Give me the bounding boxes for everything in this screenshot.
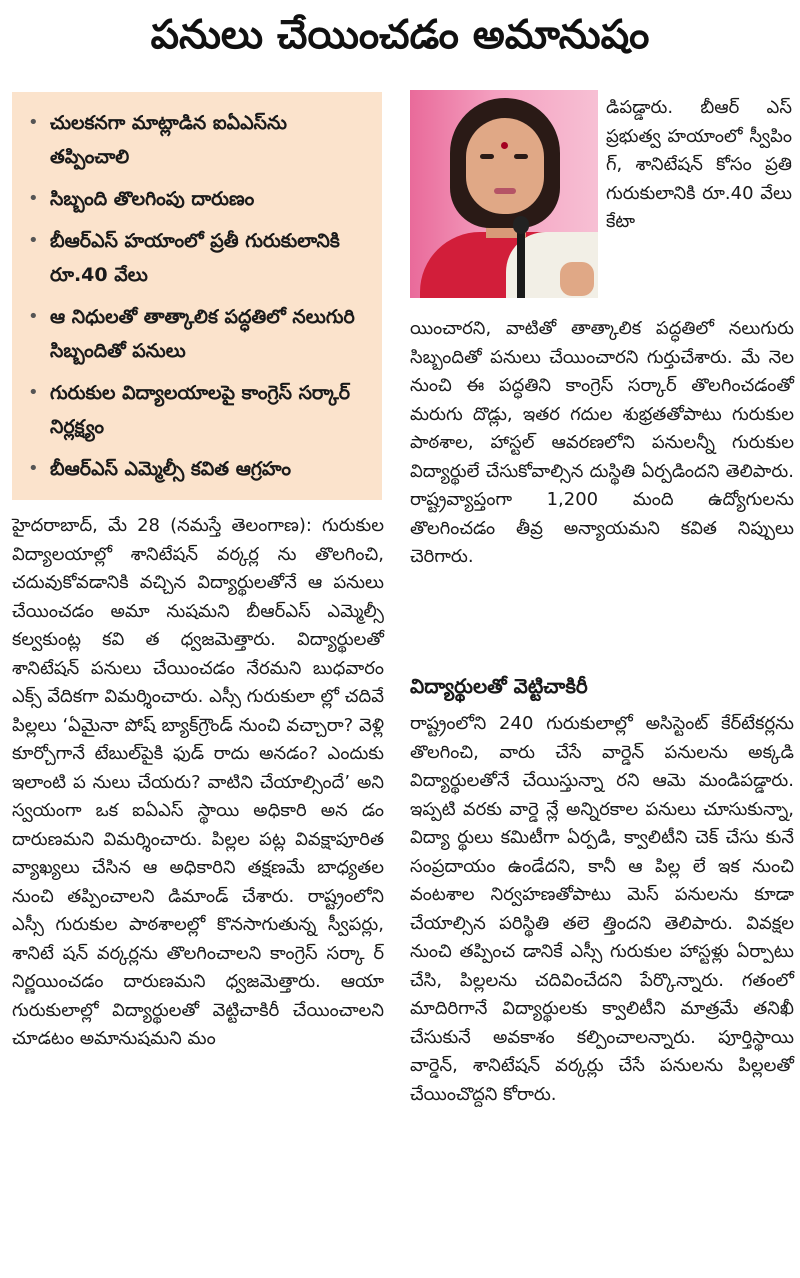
article-right-column	[410, 315, 794, 572]
highlights-box	[12, 92, 382, 500]
article-right-bottom	[410, 710, 794, 1109]
microphone-head-shape	[513, 216, 529, 234]
bullet-icon: •	[28, 188, 39, 209]
headline: పనులు చేయించడం అమానుషం	[150, 12, 650, 58]
article-paragraph: హైదరాబాద్, మే 28 (నమస్తే తెలంగాణ): గురుకుల విద్యాలయాల్లో శానిటేషన్ వర్కర్ల ను తొలగించి, చదువుకోవడానికి వచ్చిన విద్యార్థులతోనే ఆ పనులు చేయించడం అమా నుషమని బీఆర్‌ఎస్ ఎమ్మెల్సీ కల్వకుంట్ల కవి త ధ్వజమెత్తారు. విద్యార్థులతో శానిటేషన్ పనులు చేయించడం నేరమని బుధవారం ఎక్స్ వేదికగా విమర్శించారు. ఎస్సీ గురుకులా ల్లో చదివే పిల్లలు ‘ఏమైనా పోష్ బ్యాక్‌గ్రౌండ్ నుంచి వచ్చారా? వెళ్లి కూర్చోగానే టేబుల్‌పైకి ఫుడ్ రాదు అనడం? ఎందుకు ఇలాంటి ప నులు చేయరు? వాటిని చేయాల్సిందే’ అని స్వయంగా ఒక ఐఏఎస్ స్థాయి అధికారి అన డం దారుణమని విమర్శించారు. పిల్లల పట్ల వివక్షాపూరిత వ్యాఖ్యలు చేసిన ఆ అధికారిని తక్షణమే బాధ్యతల నుంచి తప్పించాలని డిమాండ్ చేశారు. రాష్ట్రంలోని ఎస్సీ గురుకుల పాఠశాలల్లో కొనసాగుతున్న స్వీపర్లు, శానిటే షన్ వర్కర్లను తొలగించాలని కాంగ్రెస్ సర్కా ర్ నిర్ణయించడం దారుణమని ధ్వజమెత్తారు. ఆయా గురుకులాల్లో విద్యార్థులతో వెట్టిచాకిరీ చేయించాలని చూడటం అమానుషమని మం	[12, 515, 384, 1049]
highlight-item	[28, 106, 370, 174]
bullet-icon: •	[28, 112, 39, 133]
photo-eye-shape	[514, 154, 528, 159]
highlight-item	[28, 182, 370, 216]
photo-eye-shape	[480, 154, 494, 159]
photo-mouth-shape	[494, 188, 516, 194]
bullet-icon: •	[28, 382, 39, 403]
article-left-column	[12, 512, 384, 1054]
highlight-text: బీఆర్‌ఎస్ హయాంలో ప్రతీ గురుకులానికి రూ.40 వేలు	[50, 230, 340, 286]
article-subheading: విద్యార్థులతో వెట్టిచాకిరీ	[410, 674, 588, 698]
article-paragraph: యించారని, వాటితో తాత్కాలిక పద్ధతిలో నలుగురు సిబ్బందితో పనులు చేయించారని గుర్తుచేశారు. మే నెల నుంచి ఈ పద్ధతిని కాంగ్రెస్ సర్కార్ తొలగించడంతో మరుగు దొడ్లు, ఇతర గదుల శుభ్రతతోపాటు గురుకుల పాఠశాల, హాస్టల్ ఆవరణలోని పనులన్నీ గురుకుల విద్యార్థులే చేసుకోవాల్సిన దుస్థితి ఏర్పడిందని తెలిపారు. రాష్ట్రవ్యాప్తంగా 1,200 మంది ఉద్యోగులను తొలగించడం తీవ్ర అన్యాయమని కవిత నిప్పులు చెరిగారు.	[410, 318, 794, 567]
photo-hand-shape	[560, 262, 594, 296]
highlight-text: ఆ నిధులతో తాత్కాలిక పద్ధతిలో నలుగురి సిబ్బందితో పనులు	[50, 306, 355, 362]
highlight-item	[28, 376, 370, 444]
article-paragraph: రాష్ట్రంలోని 240 గురుకులాల్లో అసిస్టెంట్ కేర్‌టేకర్లను తొలగించి, వారు చేసే వార్డెన్ పనులను అక్కడి విద్యార్థులతోనే చేయిస్తున్నా రని ఆమె మండిపడ్డారు. ఇప్పటి వరకు వార్డె న్లే అన్నిరకాల పనులు చూసుకున్నా, విద్యా ర్థులు కమిటీగా ఏర్పడి, క్వాలిటీని చెక్ చేసు కునే సంప్రదాయం ఉండేదని, కానీ ఆ పిల్ల లే ఇక నుంచి వంటశాల నిర్వహణతోపాటు మెస్ పనులను కూడా చేయాల్సిన పరిస్థితి తలె త్తిందని తెలిపారు. వివక్షల నుంచి తప్పించ డానికే ఎస్సీ గురుకుల హాస్టళ్లు ఏర్పాటు చేసి, పిల్లలను చదివించేదని పేర్కొన్నారు. గతంలో మాదిరిగానే విద్యార్థులకు క్వాలిటీని మాత్రమే తనిఖీ చేసుకునే అవకాశం కల్పించాలన్నారు. పూర్తిస్థాయి వార్డెన్, శానిటేషన్ వర్కర్లు చేసే పనులను పిల్లలతో చేయించొద్దని కోరారు.	[410, 713, 794, 1105]
highlight-text: సిబ్బంది తొలగింపు దారుణం	[50, 188, 255, 210]
microphone-icon	[517, 224, 525, 298]
highlight-text: బీఆర్‌ఎస్ ఎమ్మెల్సీ కవిత ఆగ్రహం	[50, 458, 291, 480]
highlight-text: గురుకుల విద్యాలయాలపై కాంగ్రెస్ సర్కార్ నిర్లక్ష్యం	[50, 382, 351, 438]
person-at-microphone-photo	[410, 90, 598, 298]
bullet-icon: •	[28, 458, 39, 479]
highlight-item	[28, 300, 370, 368]
bullet-icon: •	[28, 306, 39, 327]
highlight-text: చులకనగా మాట్లాడిన ఐఏఎస్‌ను తప్పించాలి	[50, 112, 287, 168]
highlight-item	[28, 224, 370, 292]
highlight-item	[28, 452, 370, 486]
article-paragraph: డిపడ్డారు. బీఆర్ ఎస్ ప్రభుత్వ హయాంలో స్వీపిం గ్, శానిటేషన్ కోసం ప్రతి గురుకులానికి రూ.40 వేలు కేటా	[606, 97, 792, 232]
photo-face-shape	[466, 118, 544, 214]
photo-bindi-shape	[501, 142, 508, 149]
article-right-top	[606, 94, 792, 237]
bullet-icon: •	[28, 230, 39, 251]
